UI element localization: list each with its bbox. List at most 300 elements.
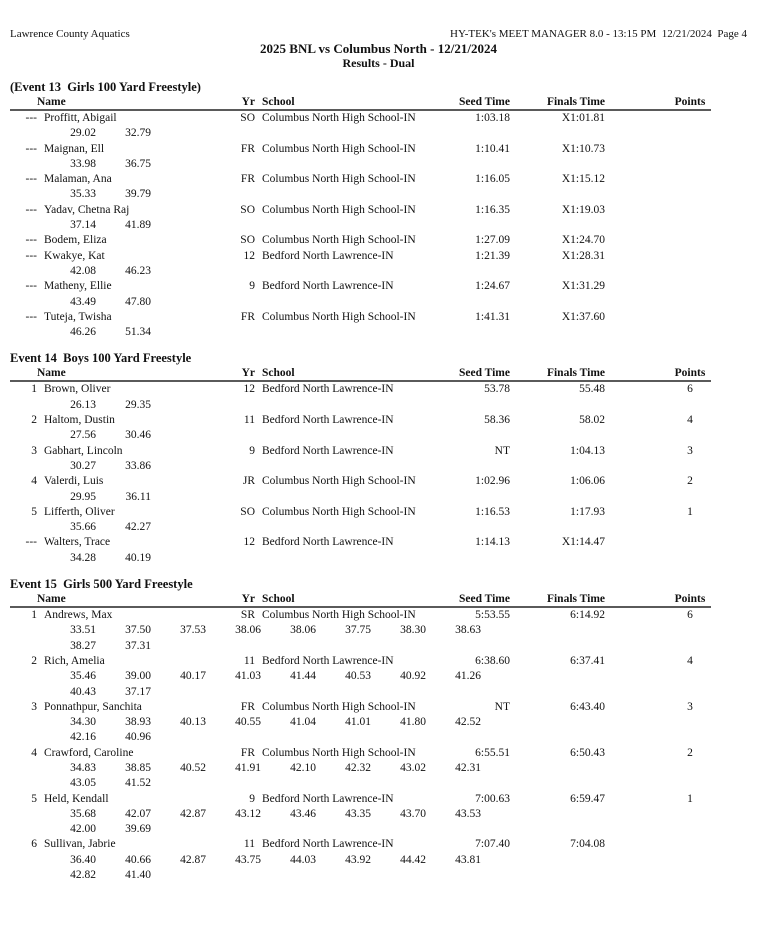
school-cell: Bedford North Lawrence-IN bbox=[262, 383, 394, 396]
split-time: 41.80 bbox=[400, 716, 426, 729]
result-row bbox=[10, 746, 768, 761]
place-cell: 4 bbox=[31, 475, 37, 488]
split-time: 34.83 bbox=[70, 761, 96, 774]
split-time: 35.68 bbox=[70, 807, 96, 820]
finals-time: 55.48 bbox=[579, 383, 605, 396]
school-cell: Bedford North Lawrence-IN bbox=[262, 414, 394, 427]
year-cell: 11 bbox=[243, 838, 255, 851]
split-time: 33.98 bbox=[70, 157, 96, 170]
year-cell: SO bbox=[240, 203, 255, 216]
split-time: 41.44 bbox=[290, 670, 316, 683]
column-header-points: Points bbox=[674, 593, 706, 606]
result-row bbox=[10, 535, 768, 550]
points-cell: 6 bbox=[687, 383, 693, 396]
school-cell: Bedford North Lawrence-IN bbox=[262, 249, 394, 262]
column-header-seed: Seed Time bbox=[458, 367, 510, 380]
column-header-points: Points bbox=[674, 367, 706, 380]
finals-time: 6:59.47 bbox=[570, 792, 605, 805]
result-row bbox=[10, 654, 768, 669]
split-time: 43.81 bbox=[455, 853, 481, 866]
split-time: 40.43 bbox=[70, 685, 96, 698]
result-row bbox=[10, 203, 768, 218]
result-row bbox=[10, 279, 768, 294]
split-time: 37.17 bbox=[125, 685, 151, 698]
school-cell: Columbus North High School-IN bbox=[262, 142, 416, 155]
splits-row bbox=[10, 187, 768, 202]
year-cell: 9 bbox=[249, 792, 255, 805]
page-header bbox=[10, 27, 747, 41]
splits-row bbox=[10, 822, 768, 837]
split-time: 42.10 bbox=[290, 761, 316, 774]
split-time: 42.32 bbox=[345, 761, 371, 774]
splits-row bbox=[10, 264, 768, 279]
points-cell: 4 bbox=[687, 414, 693, 427]
split-time: 39.00 bbox=[125, 670, 151, 683]
place-cell: 5 bbox=[31, 792, 37, 805]
column-header-yr: Yr bbox=[241, 96, 255, 108]
splits-row bbox=[10, 868, 768, 883]
points-cell bbox=[669, 142, 711, 157]
split-time: 40.55 bbox=[235, 716, 261, 729]
column-header-school: School bbox=[262, 96, 295, 108]
split-time: 38.30 bbox=[400, 624, 426, 637]
seed-time: 6:55.51 bbox=[475, 746, 510, 759]
school-cell: Bedford North Lawrence-IN bbox=[262, 792, 394, 805]
swimmer-name: Yadav, Chetna Raj bbox=[44, 203, 130, 216]
split-time: 26.13 bbox=[70, 398, 96, 411]
school-cell: Columbus North High School-IN bbox=[262, 475, 416, 488]
swimmer-name: Matheny, Ellie bbox=[44, 280, 112, 293]
finals-time: 6:14.92 bbox=[570, 609, 605, 622]
column-header-school: School bbox=[262, 593, 295, 606]
seed-time: NT bbox=[494, 444, 510, 457]
place-cell: --- bbox=[25, 173, 37, 186]
swimmer-name: Maignan, Ell bbox=[44, 142, 105, 155]
split-time: 37.31 bbox=[125, 639, 151, 652]
finals-time: 58.02 bbox=[579, 414, 605, 427]
column-header-name: Name bbox=[37, 367, 66, 380]
result-row bbox=[10, 505, 768, 520]
seed-time: 7:00.63 bbox=[475, 792, 510, 805]
split-time: 37.14 bbox=[70, 219, 96, 232]
swimmer-name: Bodem, Eliza bbox=[44, 234, 107, 247]
place-cell: 3 bbox=[31, 700, 37, 713]
column-header-points: Points bbox=[674, 96, 706, 108]
split-time: 32.79 bbox=[125, 127, 151, 140]
column-header-place bbox=[10, 366, 37, 380]
points-cell bbox=[669, 837, 711, 852]
place-cell: --- bbox=[25, 249, 37, 262]
split-time: 41.04 bbox=[290, 716, 316, 729]
seed-time: 1:10.41 bbox=[475, 142, 510, 155]
split-time: 42.27 bbox=[125, 521, 151, 534]
points-cell bbox=[669, 111, 711, 126]
splits-row bbox=[10, 551, 768, 566]
place-cell: 2 bbox=[31, 414, 37, 427]
meet-title: 2025 BNL vs Columbus North - 12/21/2024 bbox=[260, 41, 497, 56]
points-cell: 3 bbox=[687, 444, 693, 457]
finals-time: 6:43.40 bbox=[570, 700, 605, 713]
event-heading: (Event 13 Girls 100 Yard Freestyle) bbox=[10, 80, 201, 94]
finals-time: X1:14.47 bbox=[561, 536, 605, 549]
column-header-name: Name bbox=[37, 593, 66, 606]
year-cell: FR bbox=[240, 746, 255, 759]
splits-row bbox=[10, 520, 768, 535]
column-header-seed: Seed Time bbox=[458, 593, 510, 606]
swimmer-name: Held, Kendall bbox=[44, 792, 109, 805]
split-time: 41.26 bbox=[455, 670, 481, 683]
split-time: 43.46 bbox=[290, 807, 316, 820]
result-row bbox=[10, 249, 768, 264]
events-container bbox=[10, 80, 768, 883]
split-time: 42.00 bbox=[70, 823, 96, 836]
column-header-name: Name bbox=[37, 96, 66, 108]
report-info: HY-TEK's MEET MANAGER 8.0 - 13:15 PM 12/21/2024 Page 4 bbox=[450, 28, 747, 40]
splits-row bbox=[10, 428, 768, 443]
split-time: 35.33 bbox=[70, 188, 96, 201]
result-row bbox=[10, 413, 768, 428]
finals-time: 1:04.13 bbox=[570, 444, 605, 457]
split-time: 29.35 bbox=[125, 398, 151, 411]
facility-name: Lawrence County Aquatics bbox=[10, 28, 130, 40]
swimmer-name: Valerdi, Luis bbox=[44, 475, 104, 488]
split-time: 30.27 bbox=[70, 459, 96, 472]
split-time: 40.13 bbox=[180, 716, 206, 729]
swimmer-name: Lifferth, Oliver bbox=[44, 505, 115, 518]
column-header-school: School bbox=[262, 367, 295, 380]
swimmer-name: Ponnathpur, Sanchita bbox=[44, 700, 142, 713]
swimmer-name: Tuteja, Twisha bbox=[44, 310, 112, 323]
finals-time: X1:01.81 bbox=[561, 112, 605, 124]
splits-row bbox=[10, 398, 768, 413]
finals-time: X1:24.70 bbox=[561, 234, 605, 247]
splits-row bbox=[10, 459, 768, 474]
split-time: 33.51 bbox=[70, 624, 96, 637]
seed-time: 1:16.05 bbox=[475, 173, 510, 186]
split-time: 35.66 bbox=[70, 521, 96, 534]
school-cell: Columbus North High School-IN bbox=[262, 505, 416, 518]
split-time: 42.82 bbox=[70, 869, 96, 882]
split-time: 42.07 bbox=[125, 807, 151, 820]
split-time: 40.53 bbox=[345, 670, 371, 683]
report-type: Results - Dual bbox=[342, 56, 415, 70]
year-cell: 12 bbox=[243, 249, 255, 262]
finals-time: X1:28.31 bbox=[561, 249, 605, 262]
swimmer-name: Walters, Trace bbox=[44, 536, 111, 549]
seed-time: 1:21.39 bbox=[475, 249, 510, 262]
year-cell: FR bbox=[240, 310, 255, 323]
split-time: 47.80 bbox=[125, 295, 151, 308]
result-row bbox=[10, 233, 768, 248]
school-cell: Columbus North High School-IN bbox=[262, 173, 416, 186]
year-cell: 9 bbox=[249, 280, 255, 293]
place-cell: 1 bbox=[31, 609, 37, 622]
split-time: 34.30 bbox=[70, 716, 96, 729]
split-time: 41.52 bbox=[125, 777, 151, 790]
split-time: 43.92 bbox=[345, 853, 371, 866]
finals-time: X1:31.29 bbox=[561, 280, 605, 293]
seed-time: 7:07.40 bbox=[475, 838, 510, 851]
split-time: 37.75 bbox=[345, 624, 371, 637]
split-time: 43.05 bbox=[70, 777, 96, 790]
place-cell: --- bbox=[25, 280, 37, 293]
school-cell: Columbus North High School-IN bbox=[262, 203, 416, 216]
splits-row bbox=[10, 715, 768, 730]
split-time: 44.03 bbox=[290, 853, 316, 866]
points-cell: 6 bbox=[687, 609, 693, 622]
split-time: 29.95 bbox=[70, 490, 96, 503]
split-time: 40.17 bbox=[180, 670, 206, 683]
year-cell: SO bbox=[240, 234, 255, 247]
finals-time: 1:17.93 bbox=[570, 505, 605, 518]
split-time: 43.12 bbox=[235, 807, 261, 820]
swimmer-name: Malaman, Ana bbox=[44, 173, 112, 186]
place-cell: --- bbox=[25, 203, 37, 216]
seed-time: NT bbox=[494, 700, 510, 713]
split-time: 41.91 bbox=[235, 761, 261, 774]
place-cell: 1 bbox=[31, 383, 37, 396]
split-time: 46.23 bbox=[125, 264, 151, 277]
swimmer-name: Rich, Amelia bbox=[44, 654, 105, 667]
place-cell: 6 bbox=[31, 838, 37, 851]
result-row bbox=[10, 700, 768, 715]
split-time: 44.42 bbox=[400, 853, 426, 866]
school-cell: Bedford North Lawrence-IN bbox=[262, 536, 394, 549]
seed-time: 1:27.09 bbox=[475, 234, 510, 247]
year-cell: FR bbox=[240, 173, 255, 186]
split-time: 43.02 bbox=[400, 761, 426, 774]
split-time: 41.03 bbox=[235, 670, 261, 683]
points-cell: 2 bbox=[687, 746, 693, 759]
finals-time: X1:10.73 bbox=[561, 142, 605, 155]
seed-time: 6:38.60 bbox=[475, 654, 510, 667]
splits-row bbox=[10, 157, 768, 172]
swimmer-name: Proffitt, Abigail bbox=[44, 112, 117, 124]
split-time: 38.85 bbox=[125, 761, 151, 774]
split-time: 37.50 bbox=[125, 624, 151, 637]
column-header-seed: Seed Time bbox=[458, 96, 510, 108]
split-time: 36.40 bbox=[70, 853, 96, 866]
points-cell: 1 bbox=[687, 792, 693, 805]
seed-time: 1:02.96 bbox=[475, 475, 510, 488]
school-cell: Columbus North High School-IN bbox=[262, 112, 416, 124]
splits-row bbox=[10, 807, 768, 822]
split-time: 36.75 bbox=[125, 157, 151, 170]
column-header-finals: Finals Time bbox=[546, 593, 605, 606]
school-cell: Bedford North Lawrence-IN bbox=[262, 654, 394, 667]
points-cell bbox=[669, 310, 711, 325]
seed-time: 5:53.55 bbox=[475, 609, 510, 622]
split-time: 40.66 bbox=[125, 853, 151, 866]
split-time: 34.28 bbox=[70, 551, 96, 564]
points-cell: 4 bbox=[687, 654, 693, 667]
split-time: 40.19 bbox=[125, 551, 151, 564]
place-cell: --- bbox=[25, 310, 37, 323]
splits-row bbox=[10, 218, 768, 233]
splits-row bbox=[10, 623, 768, 638]
splits-row bbox=[10, 325, 768, 340]
splits-row bbox=[10, 669, 768, 684]
split-time: 33.86 bbox=[125, 459, 151, 472]
swimmer-name: Kwakye, Kat bbox=[44, 249, 105, 262]
splits-row bbox=[10, 761, 768, 776]
year-cell: FR bbox=[240, 700, 255, 713]
split-time: 37.53 bbox=[180, 624, 206, 637]
column-header-row bbox=[10, 366, 711, 382]
place-cell: 2 bbox=[31, 654, 37, 667]
swimmer-name: Haltom, Dustin bbox=[44, 414, 115, 427]
split-time: 40.52 bbox=[180, 761, 206, 774]
seed-time: 1:16.35 bbox=[475, 203, 510, 216]
place-cell: --- bbox=[25, 234, 37, 247]
split-time: 36.11 bbox=[125, 490, 151, 503]
school-cell: Bedford North Lawrence-IN bbox=[262, 280, 394, 293]
result-row bbox=[10, 142, 768, 157]
school-cell: Columbus North High School-IN bbox=[262, 700, 416, 713]
splits-row bbox=[10, 730, 768, 745]
split-time: 38.27 bbox=[70, 639, 96, 652]
finals-time: X1:19.03 bbox=[561, 203, 605, 216]
seed-time: 1:24.67 bbox=[475, 280, 510, 293]
seed-time: 1:41.31 bbox=[475, 310, 510, 323]
split-time: 39.69 bbox=[125, 823, 151, 836]
year-cell: FR bbox=[240, 142, 255, 155]
split-time: 30.46 bbox=[125, 429, 151, 442]
finals-time: 1:06.06 bbox=[570, 475, 605, 488]
swimmer-name: Crawford, Caroline bbox=[44, 746, 134, 759]
seed-time: 53.78 bbox=[484, 383, 510, 396]
split-time: 43.75 bbox=[235, 853, 261, 866]
split-time: 40.92 bbox=[400, 670, 426, 683]
year-cell: SR bbox=[240, 609, 255, 622]
split-time: 42.52 bbox=[455, 716, 481, 729]
place-cell: --- bbox=[25, 112, 37, 124]
year-cell: SO bbox=[240, 112, 255, 124]
seed-time: 1:03.18 bbox=[475, 112, 510, 124]
split-time: 27.56 bbox=[70, 429, 96, 442]
split-time: 41.89 bbox=[125, 219, 151, 232]
event-section bbox=[10, 577, 768, 883]
school-cell: Columbus North High School-IN bbox=[262, 234, 416, 247]
splits-row bbox=[10, 685, 768, 700]
finals-time: 6:37.41 bbox=[570, 654, 605, 667]
split-time: 42.87 bbox=[180, 853, 206, 866]
splits-row bbox=[10, 776, 768, 791]
seed-time: 58.36 bbox=[484, 414, 510, 427]
points-cell: 3 bbox=[687, 700, 693, 713]
result-row bbox=[10, 608, 768, 623]
split-time: 41.40 bbox=[125, 869, 151, 882]
result-row bbox=[10, 474, 768, 489]
split-time: 42.31 bbox=[455, 761, 481, 774]
year-cell: 11 bbox=[243, 654, 255, 667]
event-heading: Event 15 Girls 500 Yard Freestyle bbox=[10, 577, 193, 592]
school-cell: Columbus North High School-IN bbox=[262, 609, 416, 622]
split-time: 43.53 bbox=[455, 807, 481, 820]
split-time: 42.08 bbox=[70, 264, 96, 277]
place-cell: 3 bbox=[31, 444, 37, 457]
split-time: 35.46 bbox=[70, 670, 96, 683]
year-cell: 12 bbox=[243, 383, 255, 396]
split-time: 41.01 bbox=[345, 716, 371, 729]
split-time: 38.93 bbox=[125, 716, 151, 729]
splits-row bbox=[10, 853, 768, 868]
splits-row bbox=[10, 639, 768, 654]
result-row bbox=[10, 111, 768, 126]
split-time: 46.26 bbox=[70, 326, 96, 339]
finals-time: 6:50.43 bbox=[570, 746, 605, 759]
split-time: 42.16 bbox=[70, 731, 96, 744]
school-cell: Bedford North Lawrence-IN bbox=[262, 838, 394, 851]
column-header-place bbox=[10, 592, 37, 606]
points-cell bbox=[669, 203, 711, 218]
place-cell: 4 bbox=[31, 746, 37, 759]
year-cell: 12 bbox=[243, 536, 255, 549]
finals-time: X1:15.12 bbox=[561, 173, 605, 186]
splits-row bbox=[10, 126, 768, 141]
place-cell: 5 bbox=[31, 505, 37, 518]
seed-time: 1:14.13 bbox=[475, 536, 510, 549]
result-row bbox=[10, 382, 768, 397]
swimmer-name: Andrews, Max bbox=[44, 609, 113, 622]
points-cell bbox=[669, 172, 711, 187]
place-cell: --- bbox=[25, 536, 37, 549]
year-cell: SO bbox=[240, 505, 255, 518]
finals-time: X1:37.60 bbox=[561, 310, 605, 323]
column-header-finals: Finals Time bbox=[546, 367, 605, 380]
split-time: 40.96 bbox=[125, 731, 151, 744]
split-time: 42.87 bbox=[180, 807, 206, 820]
column-header-yr: Yr bbox=[241, 367, 255, 380]
points-cell bbox=[669, 233, 711, 248]
event-heading: Event 14 Boys 100 Yard Freestyle bbox=[10, 351, 192, 366]
result-row bbox=[10, 172, 768, 187]
split-time: 38.06 bbox=[235, 624, 261, 637]
result-row bbox=[10, 837, 768, 852]
school-cell: Columbus North High School-IN bbox=[262, 746, 416, 759]
column-header-row bbox=[10, 592, 711, 608]
year-cell: 11 bbox=[243, 414, 255, 427]
split-time: 38.06 bbox=[290, 624, 316, 637]
splits-row bbox=[10, 295, 768, 310]
points-cell: 2 bbox=[687, 475, 693, 488]
finals-time: 7:04.08 bbox=[570, 838, 605, 851]
swimmer-name: Gabhart, Lincoln bbox=[44, 444, 123, 457]
splits-row bbox=[10, 490, 768, 505]
event-section bbox=[10, 351, 768, 566]
place-cell: --- bbox=[25, 142, 37, 155]
event-section bbox=[10, 80, 768, 340]
points-cell bbox=[669, 249, 711, 264]
swimmer-name: Brown, Oliver bbox=[44, 383, 111, 396]
split-time: 43.35 bbox=[345, 807, 371, 820]
school-cell: Columbus North High School-IN bbox=[262, 310, 416, 323]
column-header-place bbox=[10, 95, 37, 109]
points-cell bbox=[669, 535, 711, 550]
year-cell: JR bbox=[242, 475, 255, 488]
points-cell bbox=[669, 279, 711, 294]
column-header-row bbox=[10, 95, 711, 111]
school-cell: Bedford North Lawrence-IN bbox=[262, 444, 394, 457]
result-row bbox=[10, 310, 768, 325]
column-header-yr: Yr bbox=[241, 593, 255, 606]
points-cell: 1 bbox=[687, 505, 693, 518]
split-time: 43.70 bbox=[400, 807, 426, 820]
split-time: 39.79 bbox=[125, 188, 151, 201]
split-time: 29.02 bbox=[70, 127, 96, 140]
split-time: 43.49 bbox=[70, 295, 96, 308]
seed-time: 1:16.53 bbox=[475, 505, 510, 518]
